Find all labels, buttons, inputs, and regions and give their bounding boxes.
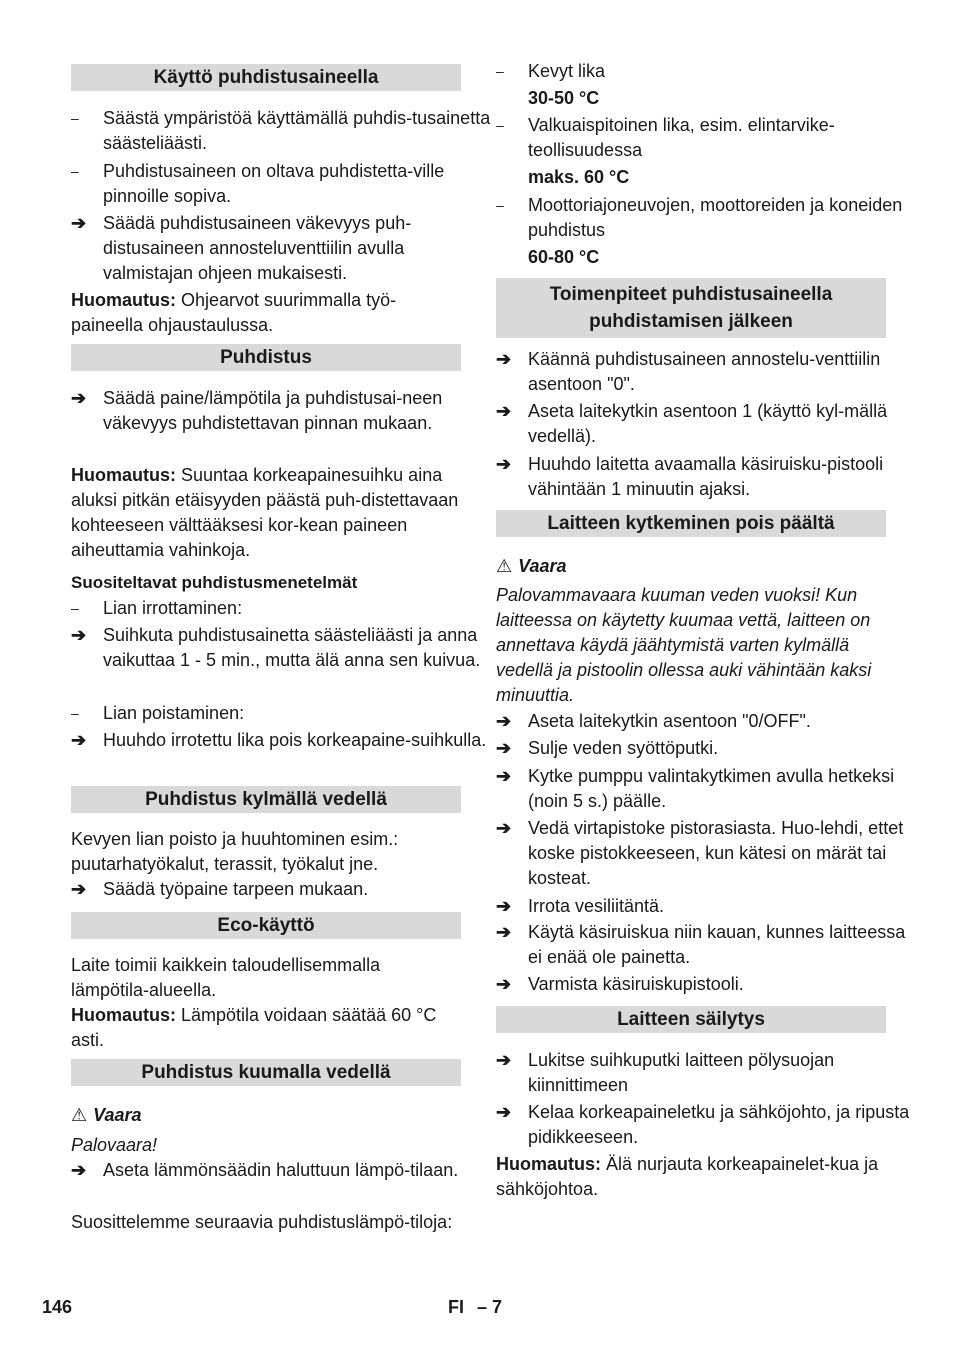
list-item-text: Puhdistusaineen on oltava puhdistetta-ville pinnoille sopiva. [103, 161, 445, 206]
arrow-icon: ➔ [496, 454, 512, 474]
arrow-icon: ➔ [496, 974, 512, 994]
list-item [71, 211, 493, 286]
dash-icon: – [71, 705, 79, 721]
language-code: FI [448, 1297, 464, 1317]
list-item-text: Moottoriajoneuvojen, moottoreiden ja koneiden puhdistus [528, 195, 903, 240]
list-item [71, 596, 493, 621]
arrow-icon: ➔ [496, 711, 512, 731]
arrow-icon: ➔ [71, 1160, 87, 1180]
list-item-text: Irrota vesiliitäntä. [528, 896, 665, 916]
note-text: Suuntaa korkeapainesuihku aina aluksi pitkän etäisyyden päästä puh-distettavaan kohteeseen välttääksesi kor-kean paineen aiheuttamia vahinkoja. [71, 465, 459, 560]
list-item [496, 399, 918, 449]
dash-icon: – [71, 163, 79, 179]
list-item-text: Suihkuta puhdistusainetta säästeliäästi ja anna vaikuttaa 1 - 5 min., mutta älä anna sen kuivua. [103, 625, 481, 670]
list-item-text: Kevyt lika [528, 61, 606, 81]
temperature-value: 30-50 °C [528, 88, 600, 108]
list-item [496, 709, 918, 734]
list-item-text: Aseta laitekytkin asentoon 1 (käyttö kyl-mällä vedellä). [528, 401, 888, 446]
dash-icon: – [496, 197, 504, 213]
list-item [496, 764, 918, 814]
list-item [496, 894, 918, 919]
list-item [496, 1100, 918, 1150]
list-item [71, 106, 493, 156]
section-page: – 7 [477, 1297, 503, 1317]
list-item-text: Lukitse suihkuputki laitteen pölysuojan kiinnittimeen [528, 1050, 835, 1095]
arrow-icon: ➔ [496, 1102, 512, 1122]
list-item [496, 816, 918, 891]
note-label: Huomautus: [71, 290, 176, 310]
list-item-text: Huuhdo irrotettu lika pois korkeapaine-suihkulla. [103, 730, 487, 750]
warning-text: Palovammavaara kuuman veden vuoksi! Kun laitteessa on käytetty kuumaa vettä, laitteen on annettava käydä jäähtymistä varten kylmällä vedellä ja pistoolin ollessa auki vähintään kaksi minuuttia. [496, 585, 872, 705]
arrow-icon: ➔ [496, 896, 512, 916]
section-heading: Laitteen kytkeminen pois päältä [496, 510, 886, 537]
dash-icon: – [496, 63, 504, 79]
warning-text: Palovaara! [71, 1135, 158, 1155]
temperature-value: 60-80 °C [528, 247, 600, 267]
dash-icon: – [496, 117, 504, 133]
list-item-text: Aseta laitekytkin asentoon "0/OFF". [528, 711, 811, 731]
dash-icon: – [71, 110, 79, 126]
list-item-text: Aseta lämmönsäädin haluttuun lämpö-tilaan. [103, 1160, 459, 1180]
note-label: Huomautus: [71, 1005, 176, 1025]
list-item-text: Lian poistaminen: [103, 703, 245, 723]
list-item-text: Varmista käsiruiskupistooli. [528, 974, 744, 994]
paragraph: Laite toimii kaikkein taloudellisemmalla lämpötila-alueella. [71, 955, 381, 1000]
note [71, 288, 461, 338]
list-item [496, 1048, 918, 1098]
section-heading: Puhdistus kylmällä vedellä [71, 786, 461, 813]
section-heading: Toimenpiteet puhdistusaineella puhdistamisen jälkeen [496, 278, 886, 338]
arrow-icon: ➔ [71, 879, 87, 899]
arrow-icon: ➔ [496, 1050, 512, 1070]
list-item [71, 1158, 493, 1183]
arrow-icon: ➔ [71, 730, 87, 750]
list-item [496, 736, 918, 761]
list-item [71, 623, 493, 673]
page-number: 146 [42, 1297, 73, 1317]
warning-heading [71, 1103, 461, 1128]
note [71, 463, 461, 563]
list-item [496, 972, 918, 997]
arrow-icon: ➔ [496, 818, 512, 838]
note-text: Ohjearvot suurimmalla työ-paineella ohjaustaulussa. [71, 290, 397, 335]
list-item-text: Kytke pumppu valintakytkimen avulla hetkeksi (noin 5 s.) päälle. [528, 766, 895, 811]
list-item [496, 452, 918, 502]
arrow-icon: ➔ [71, 625, 87, 645]
arrow-icon: ➔ [71, 388, 87, 408]
note-label: Huomautus: [71, 465, 176, 485]
subheading: Suositeltavat puhdistusmenetelmät [71, 573, 358, 592]
list-item-text: Valkuaispitoinen lika, esim. elintarvike-teollisuudessa [528, 115, 835, 160]
section-heading: Laitteen säilytys [496, 1006, 886, 1033]
list-item-text: Käytä käsiruiskua niin kauan, kunnes laitteessa ei enää ole painetta. [528, 922, 906, 967]
list-item [71, 701, 493, 726]
list-item-text: Kelaa korkeapaineletku ja sähköjohto, ja ripusta pidikkeeseen. [528, 1102, 910, 1147]
note [496, 1152, 886, 1202]
arrow-icon: ➔ [496, 401, 512, 421]
list-item [496, 113, 918, 163]
arrow-icon: ➔ [71, 213, 87, 233]
note-label: Huomautus: [496, 1154, 601, 1174]
list-item-text: Säädä paine/lämpötila ja puhdistusai-neen väkevyys puhdistettavan pinnan mukaan. [103, 388, 443, 433]
note-text: Lämpötila voidaan säätää 60 °C asti. [71, 1005, 437, 1050]
section-heading: Puhdistus [71, 344, 461, 371]
paragraph: Kevyen lian poisto ja huuhtominen esim.: puutarhatyökalut, terassit, työkalut jne. [71, 829, 399, 874]
list-item-text: Sulje veden syöttöputki. [528, 738, 719, 758]
temperature-value: maks. 60 °C [528, 167, 630, 187]
list-item [496, 59, 918, 84]
list-item [71, 159, 493, 209]
list-item-text: Huuhdo laitetta avaamalla käsiruisku-pistooli vähintään 1 minuutin ajaksi. [528, 454, 884, 499]
list-item-text: Lian irrottaminen: [103, 598, 243, 618]
warning-heading [496, 554, 886, 579]
list-item [71, 728, 493, 753]
list-item-text: Säädä puhdistusaineen väkevyys puh-distusaineen annosteluventtiilin avulla valmistajan ohjeen mukaisesti. [103, 213, 412, 283]
dash-icon: – [71, 600, 79, 616]
list-item [71, 877, 493, 902]
list-item-text: Käännä puhdistusaineen annostelu-venttiilin asentoon "0". [528, 349, 881, 394]
warning-label: Vaara [518, 556, 567, 576]
warning-label: Vaara [93, 1105, 142, 1125]
list-item-text: Vedä virtapistoke pistorasiasta. Huo-lehdi, ettet koske pistokkeeseen, kun kätesi on märät tai kosteat. [528, 818, 904, 888]
list-item [496, 193, 918, 243]
list-item [496, 347, 918, 397]
list-item-text: Säädä työpaine tarpeen mukaan. [103, 879, 369, 899]
section-heading: Käyttö puhdistusaineella [71, 64, 461, 91]
footer-section [448, 1297, 502, 1318]
section-heading: Eco-käyttö [71, 912, 461, 939]
list-item [71, 386, 493, 436]
warning-icon: ⚠ [71, 1105, 88, 1125]
list-item-text: Säästä ympäristöä käyttämällä puhdis-tusainetta säästeliäästi. [103, 108, 491, 153]
note-text: Älä nurjauta korkeapainelet-kua ja sähköjohtoa. [496, 1154, 879, 1199]
arrow-icon: ➔ [496, 766, 512, 786]
arrow-icon: ➔ [496, 349, 512, 369]
warning-icon: ⚠ [496, 556, 513, 576]
arrow-icon: ➔ [496, 738, 512, 758]
arrow-icon: ➔ [496, 922, 512, 942]
paragraph: Suosittelemme seuraavia puhdistuslämpö-tiloja: [71, 1212, 453, 1232]
section-heading: Puhdistus kuumalla vedellä [71, 1059, 461, 1086]
note [71, 1003, 461, 1053]
list-item [496, 920, 918, 970]
